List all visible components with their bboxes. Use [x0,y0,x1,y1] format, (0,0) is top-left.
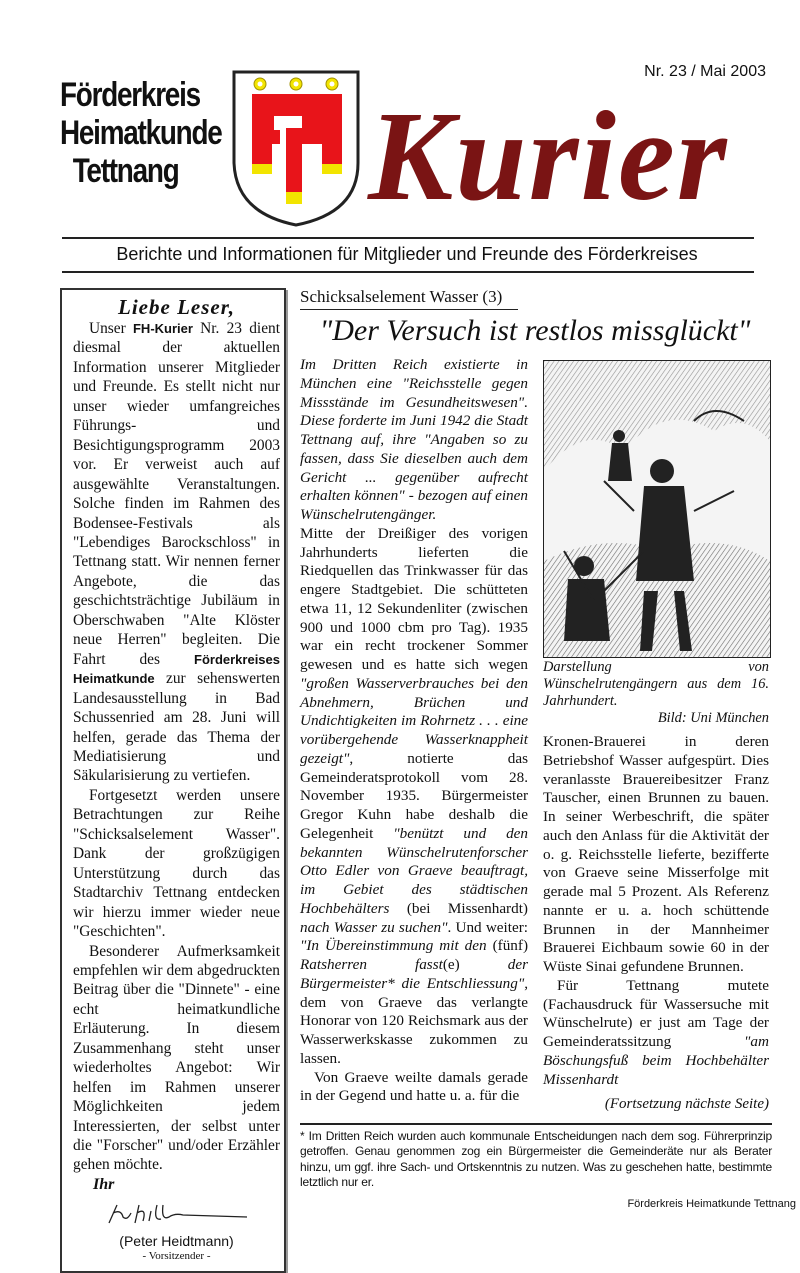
coat-of-arms-logo [230,68,364,228]
text-run: Für Tettnang mutete (Fachausdruck für Wassersuche mit Wünschelrute) er just am Tage der Gemeinderatssitzung [543,976,769,1050]
text-run: . Und weiter: [447,918,528,936]
continued-note: (Fortsetzung nächste Seite) [604,1096,769,1113]
caption-text: Darstellung von Wünschelrutengängern aus dem 16. Jahrhundert. [543,659,769,709]
quoted-text: Ratsherren fasst [300,956,443,973]
letter-paragraph [73,319,280,786]
editorial-letter [73,295,280,1263]
letter-closing: Ihr [93,1175,115,1193]
article-paragraph [543,977,769,1090]
article-paragraph [543,733,769,977]
right-column [543,659,769,1114]
letter-greeting: Liebe Leser, [118,295,235,319]
text-run: (e) [442,956,508,973]
text-run: Besonderer Aufmerksamkeit empfehlen wir dem abgedruckten Beitrag über die "Dinnete" - eine echt heimatkundliche Erläuterung. In diesem Zusammenhang steht unser wiederholtes Angebot: Wir helfen im Rahmen unserer Möglichkeiten jedem Interessierten, der selbst unter die "Forscher" und/oder Erzähler gehen möchte. [73,942,280,1174]
text-run: , dem von Graeve das verlangte Honorar von 120 Reichsmark aus der Wasserwerkskasse zukommen zu lassen. [300,974,528,1067]
article-headline: "Der Versuch ist restlos missglückt" [319,314,751,347]
page-footer: Förderkreis Heimatkunde Tettnang [627,1198,796,1210]
org-line: Heimatkunde [60,114,222,152]
text-run: (fünf) [486,937,528,955]
text-run: Kronen-Brauerei in deren Betriebshof Wasser aufgespürt. Dies veranlasste Brauereibesitzer Franz Tauscher, einen Brunnen zu bauen. In seiner Werbeschrift, die später auch den Anlass für die Aktivität der o. g. Reichsstelle lieferte, bezifferte von Graeve seine Misserfolge mit gerade mal 5 Prozent. Als Referenz nannte er u. a. hoch schüttende Brunnen in der Mannheimer Brauerei Eichbaum sowie 60 in der Wüste Sinai gefundene Brunnen. [543,733,769,975]
masthead-title: Kurier [368,85,729,227]
text-run: Unser [89,320,133,337]
footnote-divider [300,1123,772,1125]
footnote: * Im Dritten Reich wurden auch kommunale Entscheidungen nach dem sog. Führerprinzip getroffen. Genau genommen zog ein Bürgermeister die Gemeinderäte nur als Berater hinzu, um ggf. ihre Sach- und Ortskenntnis zu nutzen. Was zu geschehen hatte, bestimmte letztlich nur er. [300,1129,772,1189]
text-run: zur sehenswerten Landesausstellung in Bad Schussenried am 28. Juni will helfen, gerade das Thema der Mediatisierung und Säkularisierung zu vertiefen. [73,670,280,785]
quoted-text: Im Dritten Reich existierte in München eine "Reichsstelle gegen Missstände im Gesundheitswesen". Diese forderte im Juni 1942 die Stadt Tettnang auf, ihre "Angaben so zu fassen, dass Sie dieselben auch dem Gericht ... gegenüber aufrecht erhalten können" - bezogen auf einen Wünschelrutengänger. [300,356,528,523]
text-run: Fortgesetzt werden unsere Betrachtungen zur Reihe "Schicksalselement Wasser". Dank der großzügigen Unterstützung durch das Stadtarchiv Tettnang entdecken wir hierzu immer wieder neue "Geschichten". [73,786,280,941]
divider [62,237,754,239]
quoted-text: der Bürgermeister* die Entschliessung" [300,956,529,992]
quoted-text: "In Übereinstimmung mit den [300,937,487,955]
article-paragraph [300,1069,528,1107]
text-run: , notierte das Gemeinderatsprotokoll vom 28. November 1935. Bürgermeister Gregor Kuhn habe deshalb die Gelegenheit [300,749,528,842]
article-column-1 [300,356,528,1106]
signer-name: (Peter Heidtmann) [119,1232,234,1249]
woodcut-illustration [543,360,771,658]
quoted-text: nach Wasser zu suchen" [300,918,448,936]
text-run: Mitte der Dreißiger des vorigen Jahrhunderts lieferten die Riedquellen das Trinkwasser für das engere Stadtgebiet. Die schütteten etwa 11, 12 Sekundenliter (zwischen 900 und 1000 cbm pro Tag). 1935 war ein recht trockener Sommer gewesen und es hatte sich wegen [300,524,528,673]
organization-name [60,76,222,190]
series-underline [300,309,518,310]
quoted-text: "großen Wasserverbrauches bei den Abnehmern, Brüchen und Undichtigkeiten im Rohrnetz . . . eine vorübergehende Wasserknappheit gezeigt" [300,674,528,767]
org-line: Tettnang [72,152,179,190]
quoted-text: "benützt und den bekannten Wünschelrutenforscher Otto Edler von Graeve beauftragt, im Gebiet des städtischen Hochbehälters [300,824,528,917]
text-run: Nr. 23 dient diesmal der aktuellen Information unserer Mitglieder und Freunde. Es stellt nicht nur unser wieder umfangreiches Führungs- und Besichtigungsprogramm 2003 vor. Er verweist auch auf ausgewählte Veranstaltungen. Solche finden im Rahmen des Bodensee-Festivals als "Lebendiges Barockschloss" in Tettnang statt. Wir nennen ferner Angebote, die das geschichtsträchtige Jubiläum in Oberschwaben "Alte Klöster neue Herren" begleiten. Die Fahrt des [73,320,280,668]
brand-name: Förderkreises Heimatkunde [73,651,280,687]
issue-number: Nr. 23 / Mai 2003 [644,63,766,80]
image-credit: Bild: Uni München [657,710,769,726]
signature [103,1199,253,1229]
image-caption [543,659,769,727]
masthead-subtitle: Berichte und Informationen für Mitglieder und Freunde des Förderkreises [116,244,698,264]
text-run: (bei Missenhardt) [389,899,528,917]
signer-role: - Vorsitzender - [142,1249,211,1262]
letter-body [73,319,280,1175]
letter-paragraph [73,942,280,1175]
brand-name: FH-Kurier [132,321,193,336]
article-paragraph [300,356,528,525]
series-title: Schicksalselement Wasser (3) [300,287,503,306]
text-run: Von Graeve weilte damals gerade in der Gegend und hatte u. a. für die [300,1068,528,1105]
quoted-text: "am Böschungsfuß beim Hochbehälter Missenhardt [543,1033,769,1088]
letter-paragraph [73,786,280,942]
article-paragraph [300,525,528,1069]
article-column-2 [543,733,769,1089]
divider [62,271,754,273]
org-line: Förderkreis [60,76,200,114]
